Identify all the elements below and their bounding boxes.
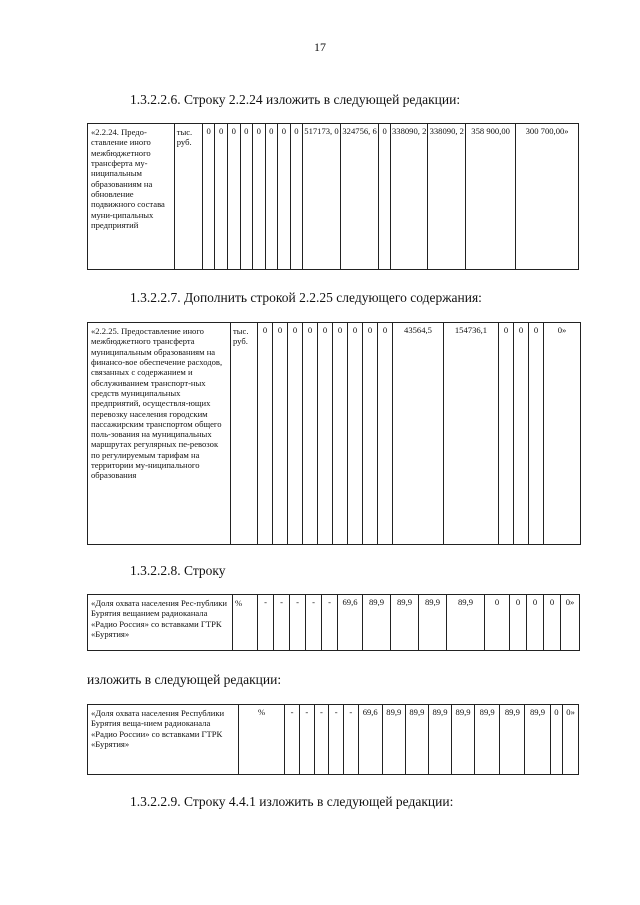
row-value: 0 [318,323,333,545]
row-name: «Доля охвата населения Рес-публики Бурятия вещанием радиоканала «Радио Россия» со вставками ГТРК «Бурятия» [88,595,233,651]
row-value: - [274,595,290,651]
table-row-radio-old [87,594,580,651]
page-number: 17 [314,40,326,54]
row-value: 517173, 0 [303,124,341,270]
row-value: 0 [485,595,510,651]
row-value: 89,9 [525,705,550,775]
row-value: 0 [529,323,544,545]
row-name: «2.2.25. Предоставление иного межбюджетного трансферта муниципальным образованиям на финансо-вое обеспечение расходов, связанных с содержанием и обслуживанием транспорт-ных средств муниципальных предприятий, осуществля-ющих перевозку населения городским пассажирским транспортом общего поль-зования на муниципальных маршрутах регулярных пе-ревозок по регулируемым тарифам на территории му-ниципального образования [88,323,231,545]
row-value: 0 [348,323,363,545]
row-value: 0 [273,323,288,545]
table-row-2-2-25 [87,322,581,545]
row-unit: % [233,595,258,651]
row-value: 0» [563,705,579,775]
row-value: 0 [544,595,561,651]
row-value: 89,9 [405,705,428,775]
row-unit: % [239,705,285,775]
heading-2-2-24: 1.3.2.2.6. Строку 2.2.24 изложить в следующей редакции: [130,92,461,107]
row-value: 0 [278,124,291,270]
row-unit: тыс. руб. [231,323,258,545]
row-value: 0 [378,323,393,545]
heading-4-4-1: 1.3.2.2.9. Строку 4.4.1 изложить в следующей редакции: [130,794,454,809]
row-name: «2.2.24. Предо-ставление иного межбюджетного трансферта му-ниципальным образованиям на обновление подвижного состава муни-ципальных предприятий [88,124,175,270]
row-value: 0» [544,323,581,545]
row-value: 43564,5 [393,323,444,545]
row-value: 324756, 6 [340,124,379,270]
row-value: 0 [499,323,514,545]
heading-new-edition: изложить в следующей редакции: [87,672,282,687]
row-value: 154736,1 [444,323,499,545]
row-name: «Доля охвата населения Республики Бурятия веща-нием радиоканала «Радио России» со вставками ГТРК «Бурятия» [88,705,239,775]
row-value: 0 [333,323,348,545]
row-value: 0 [265,124,278,270]
row-value: 69,6 [358,705,382,775]
row-value: 358 900,00 [466,124,516,270]
row-value: 0 [527,595,544,651]
row-value: 0 [202,124,215,270]
row-value: 0 [253,124,266,270]
row-value: 0 [550,705,563,775]
row-value: 89,9 [452,705,475,775]
row-value: 0 [379,124,390,270]
row-value: 0 [510,595,527,651]
row-value: - [329,705,344,775]
row-value: 0 [215,124,228,270]
row-value: 0 [288,323,303,545]
row-unit: тыс. руб. [174,124,202,270]
row-value: 89,9 [391,595,419,651]
heading-2-2-25: 1.3.2.2.7. Дополнить строкой 2.2.25 следующего содержания: [130,290,482,305]
row-value: 338090, 2 [390,124,428,270]
row-value: - [343,705,358,775]
row-value: - [306,595,322,651]
row-value: 89,9 [382,705,405,775]
row-value: 89,9 [500,705,525,775]
row-value: 0 [290,124,303,270]
row-value: 338090, 2 [428,124,466,270]
table-row-radio-new [87,704,579,775]
row-value: 0 [514,323,529,545]
table-row-2-2-24 [87,123,579,270]
row-value: 89,9 [363,595,391,651]
row-value: - [285,705,300,775]
row-value: 300 700,00» [516,124,579,270]
row-value: 0 [240,124,253,270]
row-value: - [290,595,306,651]
row-value: 89,9 [428,705,451,775]
row-value: 89,9 [475,705,500,775]
row-value: - [314,705,329,775]
row-value: 0 [303,323,318,545]
heading-row-replace: 1.3.2.2.8. Строку [130,563,226,578]
row-value: 89,9 [419,595,447,651]
row-value: 0 [258,323,273,545]
row-value: 69,6 [338,595,363,651]
row-value: 0» [561,595,580,651]
row-value: 0 [363,323,378,545]
row-value: - [258,595,274,651]
row-value: - [299,705,314,775]
row-value: 89,9 [447,595,485,651]
row-value: 0 [227,124,240,270]
row-value: - [322,595,338,651]
